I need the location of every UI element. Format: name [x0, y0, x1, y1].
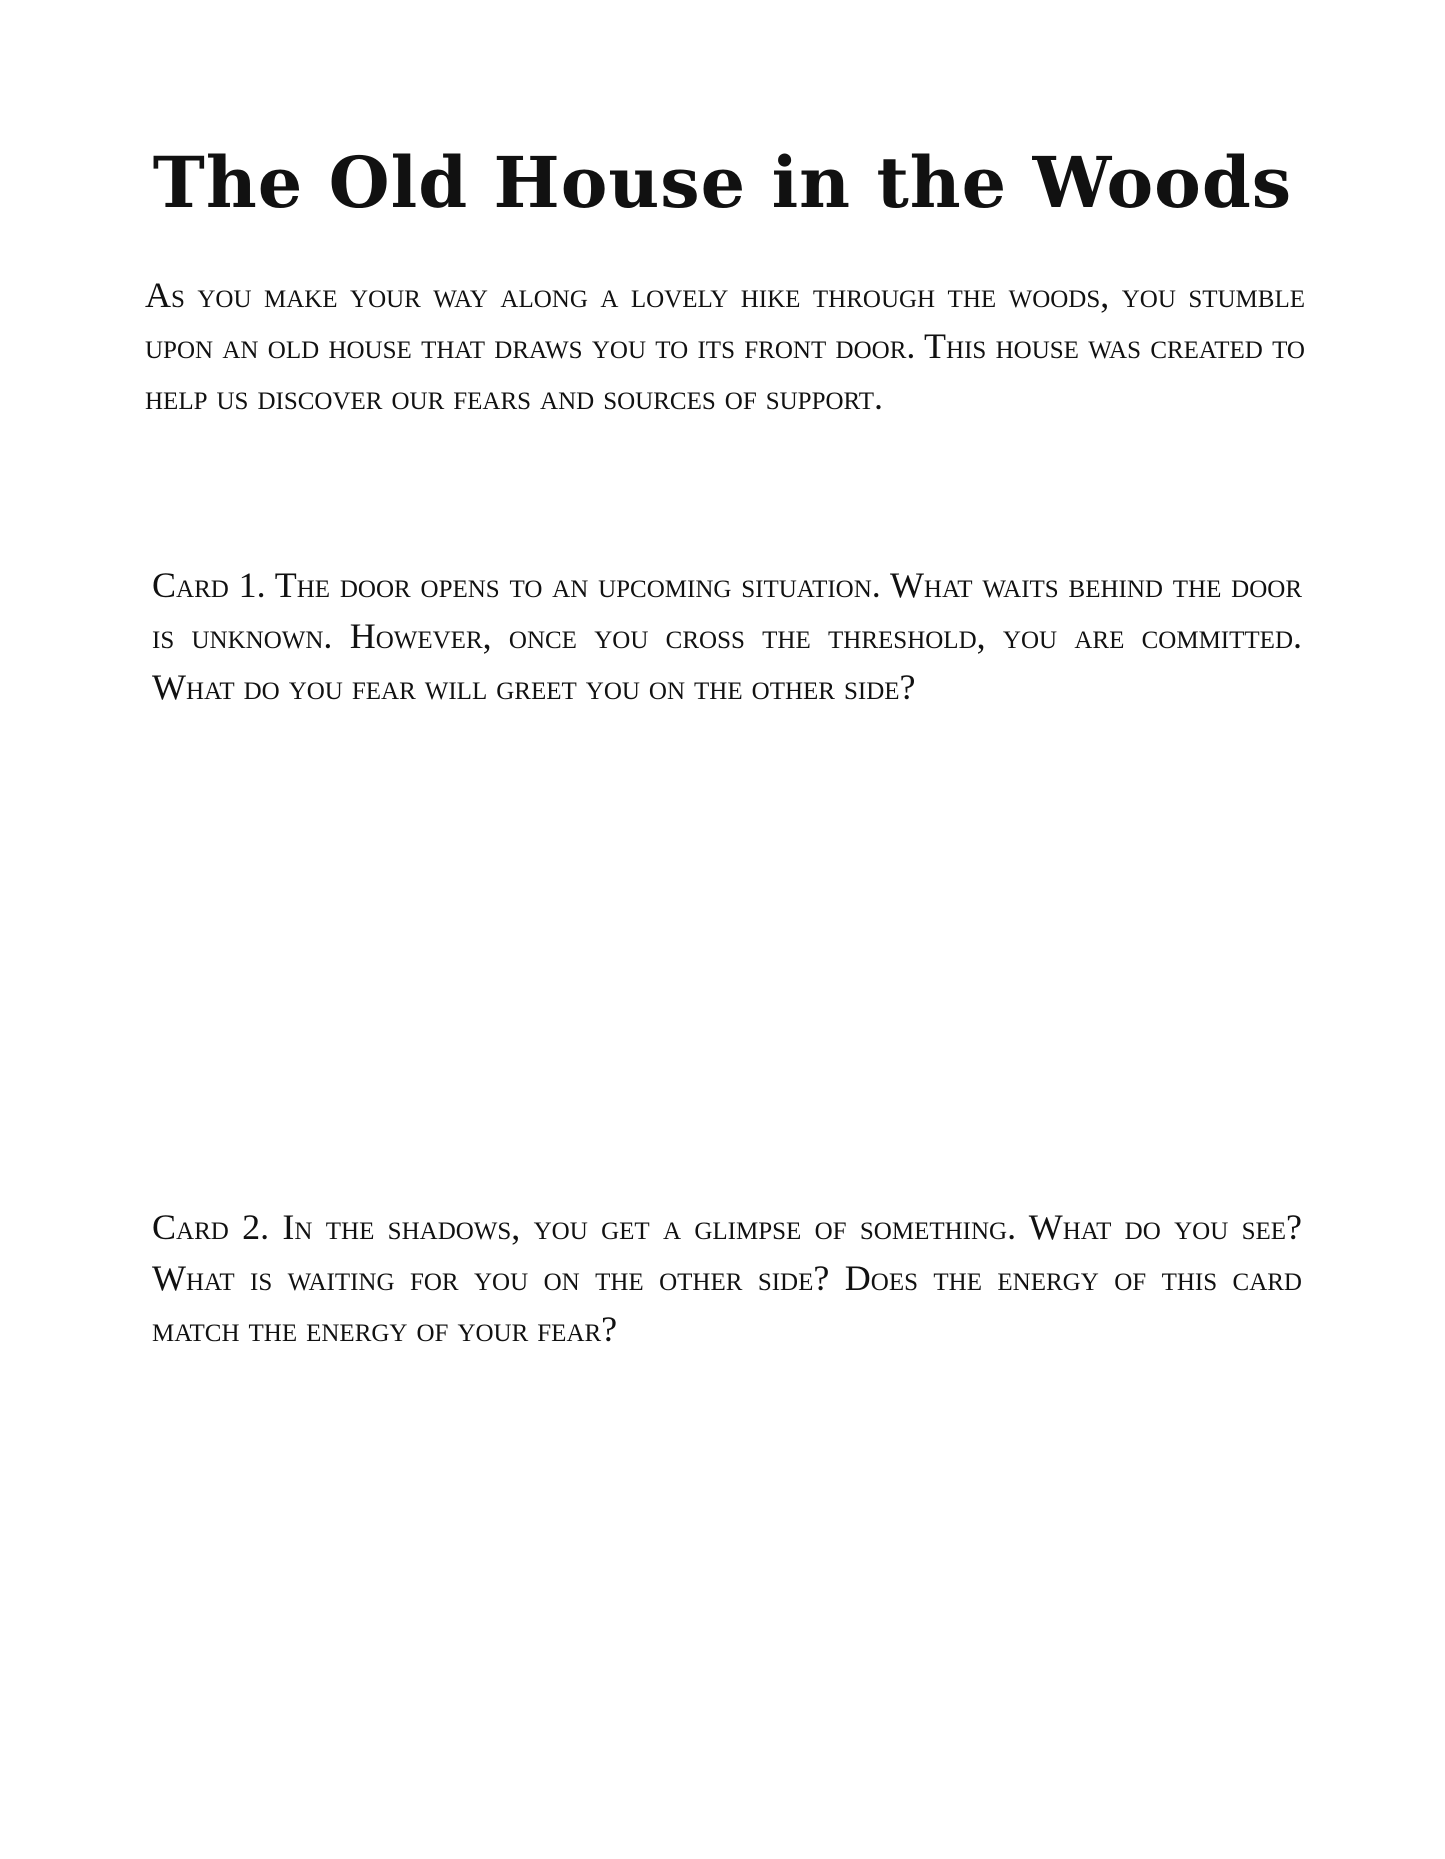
intro-paragraph: As you make your way along a lovely hike through the woods, you stumble upon an old house that draws you to its front door. This house was created to help us discover our fears and sources of support.: [145, 275, 1305, 417]
page-title: The Old House in the Woods: [152, 141, 1293, 224]
card-1-prompt: Card 1. The door opens to an upcoming situation. What waits behind the door is unknown. However, once you cross the threshold, you are committed. What do you fear will greet you on the other side?: [152, 565, 1302, 707]
card-2-prompt: Card 2. In the shadows, you get a glimpse of something. What do you see? What is waiting for you on the other side? Does the energy of this card match the energy of your fear?: [152, 1207, 1302, 1349]
